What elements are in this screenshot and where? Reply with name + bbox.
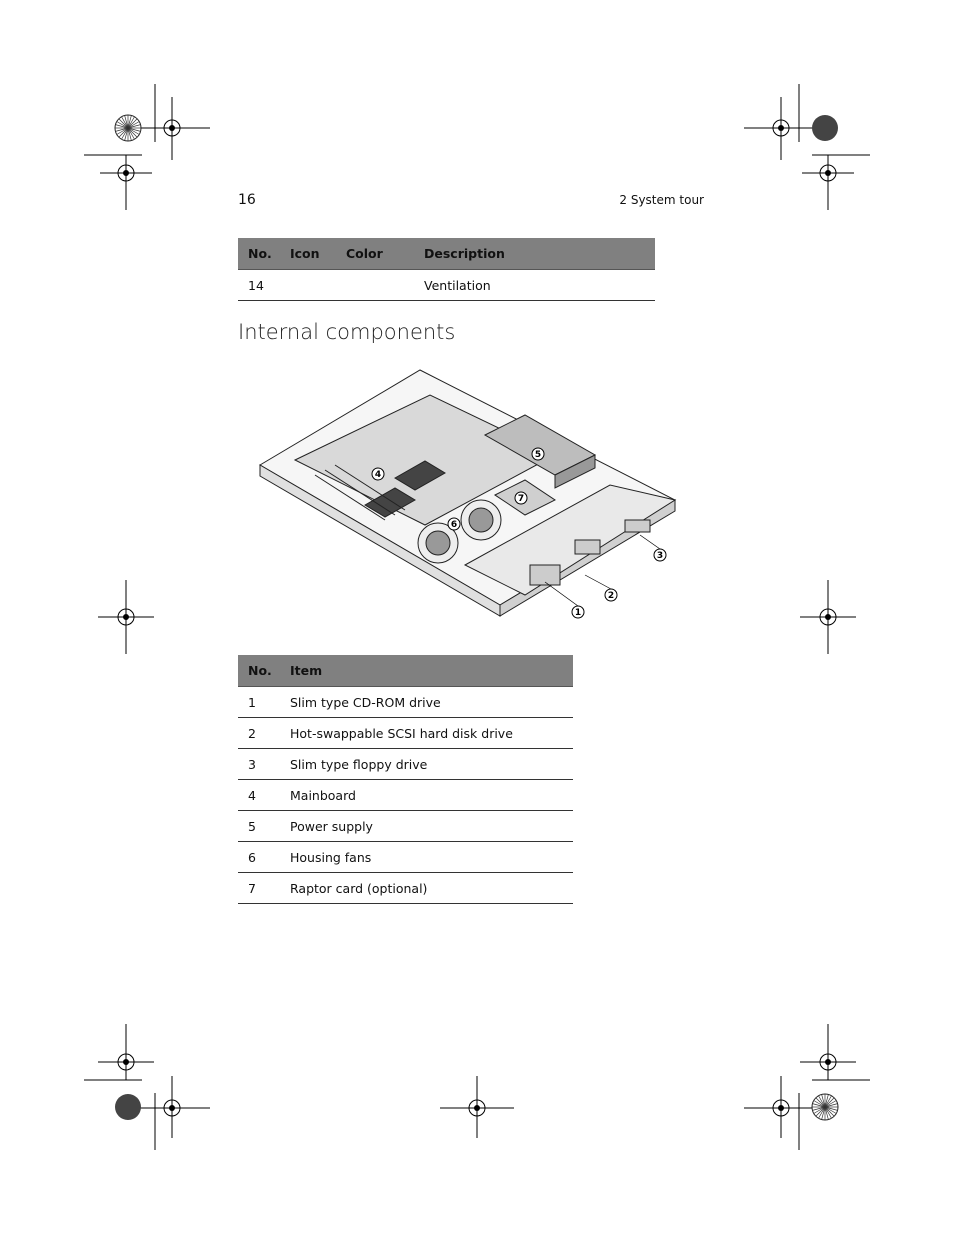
table-row	[238, 780, 573, 811]
cell-no: 7	[238, 873, 280, 904]
callout-3	[654, 549, 666, 561]
svg-text:1: 1	[574, 608, 582, 618]
callout-4	[372, 468, 384, 480]
chapter-title: 2 System tour	[619, 193, 704, 207]
table-row	[238, 718, 573, 749]
cell-item: Mainboard	[280, 780, 573, 811]
cell-item: Slim type CD-ROM drive	[280, 687, 573, 718]
cell-item: Power supply	[280, 811, 573, 842]
cell-item: Housing fans	[280, 842, 573, 873]
table-row	[238, 873, 573, 904]
callout-5	[532, 448, 544, 460]
table-row	[238, 811, 573, 842]
callout-2	[605, 589, 617, 601]
col-description: Description	[414, 238, 655, 270]
cell-item: Hot-swappable SCSI hard disk drive	[280, 718, 573, 749]
server-internal-components-figure	[255, 360, 695, 634]
cell-no: 3	[238, 749, 280, 780]
table-row	[238, 749, 573, 780]
svg-text:7: 7	[517, 494, 525, 504]
callout-7	[515, 492, 527, 504]
cell-item: Raptor card (optional)	[280, 873, 573, 904]
table-header-row	[238, 655, 573, 687]
col-no: No.	[238, 655, 280, 687]
col-item: Item	[280, 655, 573, 687]
svg-text:2: 2	[607, 591, 615, 601]
col-color: Color	[336, 238, 414, 270]
svg-text:5: 5	[534, 450, 542, 460]
cell-no: 14	[238, 270, 280, 301]
table-header-row	[238, 238, 655, 270]
page-number: 16	[238, 192, 256, 208]
cell-no: 2	[238, 718, 280, 749]
cell-no: 5	[238, 811, 280, 842]
callout-6	[448, 518, 460, 530]
callout-1	[572, 606, 584, 618]
table-row	[238, 842, 573, 873]
ventilation-table	[238, 238, 655, 301]
col-no: No.	[238, 238, 280, 270]
svg-text:4: 4	[374, 470, 382, 480]
cell-icon	[280, 270, 336, 301]
cell-no: 4	[238, 780, 280, 811]
cell-description: Ventilation	[414, 270, 655, 301]
col-icon: Icon	[280, 238, 336, 270]
cell-item: Slim type floppy drive	[280, 749, 573, 780]
table-row	[238, 270, 655, 301]
cell-no: 6	[238, 842, 280, 873]
svg-text:6: 6	[450, 520, 458, 530]
section-title: Internal components	[238, 320, 456, 344]
components-table	[238, 655, 573, 904]
cell-no: 1	[238, 687, 280, 718]
svg-text:3: 3	[656, 551, 664, 561]
cell-color	[336, 270, 414, 301]
table-row	[238, 687, 573, 718]
